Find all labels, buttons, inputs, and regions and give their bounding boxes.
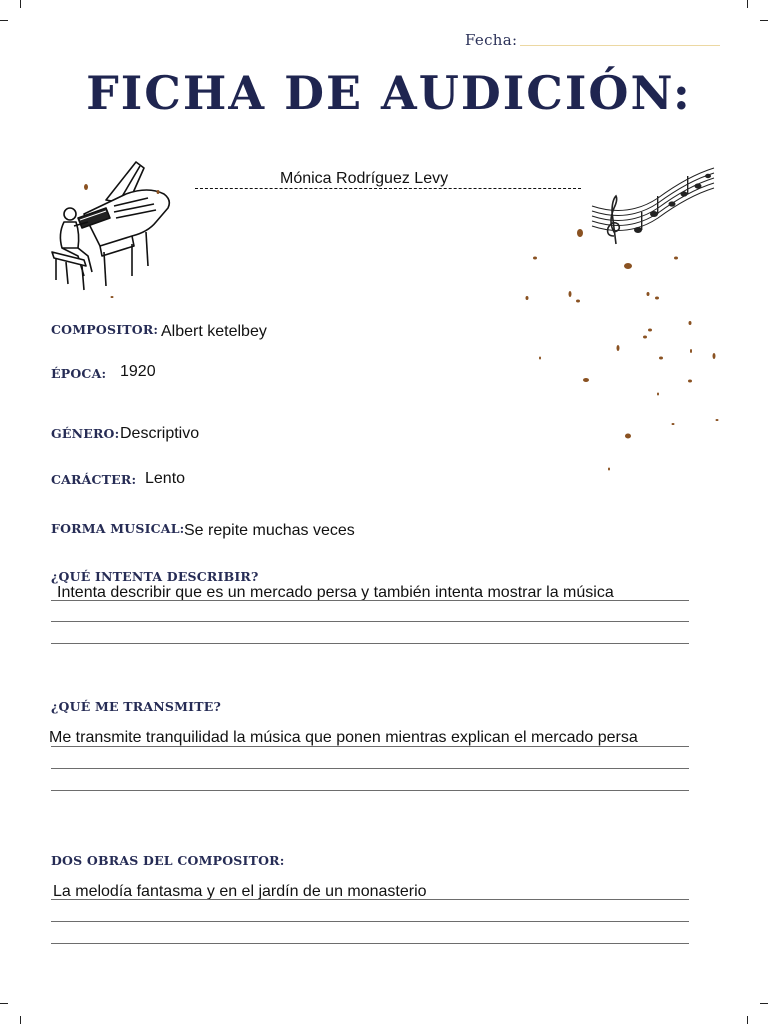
piano-icon [48, 160, 173, 295]
forma-musical-label: FORMA MUSICAL: [51, 521, 185, 536]
name-underline [195, 188, 581, 189]
crop-mark [0, 1003, 8, 1004]
answer-line [51, 600, 689, 601]
obras-answer[interactable]: La melodía fantasma y en el jardín de un monasterio [53, 883, 427, 900]
answer-line [51, 943, 689, 944]
crop-mark [760, 20, 768, 21]
answer-line [51, 921, 689, 922]
music-notes-icon [588, 162, 718, 247]
answer-line [51, 790, 689, 791]
answer-line [51, 621, 689, 622]
caracter-label: CARÁCTER: [51, 472, 137, 487]
describe-answer[interactable]: Intenta describir que es un mercado persa y también intenta mostrar la música [57, 584, 614, 601]
date-field-line[interactable] [520, 45, 720, 46]
student-name[interactable]: Mónica Rodríguez Levy [280, 170, 449, 187]
answer-line [51, 899, 689, 900]
answer-line [51, 746, 689, 747]
date-label: Fecha: [465, 31, 518, 49]
epoca-value[interactable]: 1920 [120, 363, 156, 380]
crop-mark [20, 1016, 21, 1024]
compositor-label: COMPOSITOR: [51, 322, 159, 337]
describe-question-label: ¿QUÉ INTENTA DESCRIBIR? [51, 569, 259, 584]
transmite-question-label: ¿QUÉ ME TRANSMITE? [51, 699, 221, 714]
genero-label: GÉNERO: [51, 426, 120, 441]
transmite-answer[interactable]: Me transmite tranquilidad la música que ponen mientras explican el mercado persa [49, 729, 638, 746]
obras-question-label: DOS OBRAS DEL COMPOSITOR: [51, 853, 285, 868]
caracter-value[interactable]: Lento [145, 470, 186, 487]
epoca-label: ÉPOCA: [51, 366, 107, 381]
forma-musical-value[interactable]: Se repite muchas veces [184, 522, 355, 539]
genero-value[interactable]: Descriptivo [120, 425, 200, 442]
crop-mark [20, 0, 21, 8]
crop-mark [747, 0, 748, 8]
crop-mark [760, 1003, 768, 1004]
answer-line [51, 768, 689, 769]
page-title: FICHA DE AUDICIÓN: [86, 66, 692, 120]
answer-line [51, 643, 689, 644]
crop-mark [0, 20, 8, 21]
compositor-value[interactable]: Albert ketelbey [161, 323, 267, 340]
crop-mark [747, 1016, 748, 1024]
